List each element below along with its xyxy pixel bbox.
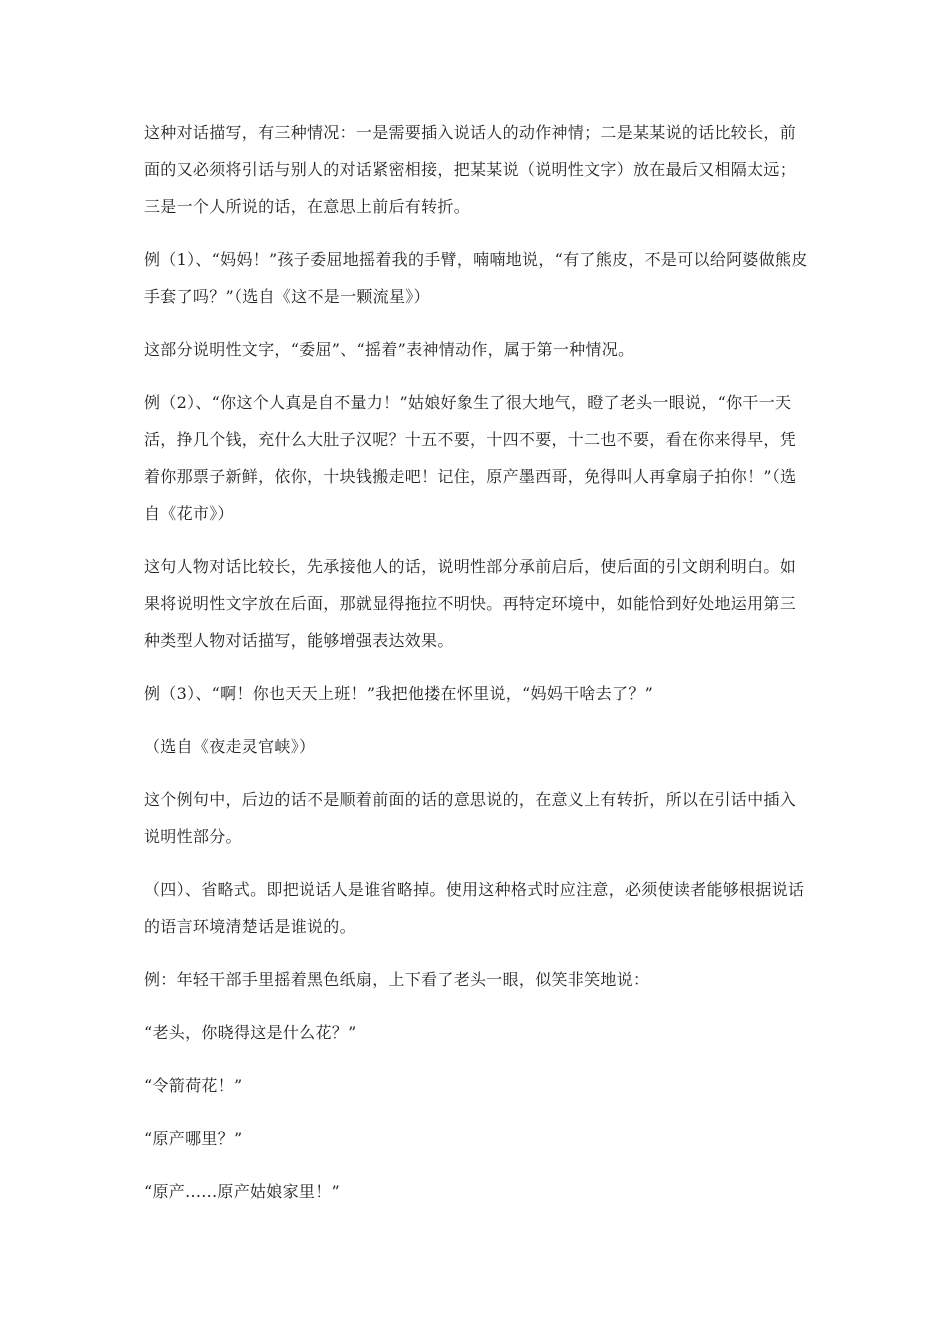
paragraph-example-2: 例（2）、“你这个人真是自不量力！”姑娘好象生了很大地气，瞪了老头一眼说，“你干一天活，挣几个钱，充什么大肚子汉呢？十五不要，十四不要，十二也不要，看在你来得早，凭着你那票子新鲜，依你，十块钱搬走吧！记住，原产墨西哥，免得叫人再拿扇子拍你！”（选自《花市》） <box>144 393 797 523</box>
paragraph-example-3: 例（3）、“啊！你也天天上班！”我把他搂在怀里说，“妈妈干啥去了？” <box>144 684 654 703</box>
paragraph-example-4: 例：年轻干部手里摇着黑色纸扇，上下看了老头一眼，似笑非笑地说： <box>144 970 650 989</box>
paragraph-example-1-note: 这部分说明性文字，“委屈”、“摇着”表神情动作，属于第一种情况。 <box>144 340 635 359</box>
dialogue-line: “令箭荷花！” <box>144 1076 243 1095</box>
dialogue-line: “原产......原产姑娘家里！” <box>144 1182 340 1201</box>
paragraph-intro: 这种对话描写，有三种情况：一是需要插入说话人的动作神情；二是某某说的话比较长，前面的又必须将引话与别人的对话紧密相接，把某某说（说明性文字）放在最后又相隔太远；三是一个人所说的话，在意思上前后有转折。 <box>144 123 797 216</box>
dialogue-line: “原产哪里？” <box>144 1129 243 1148</box>
dialogue-line: “老头，你晓得这是什么花？” <box>144 1023 357 1042</box>
paragraph-example-2-note: 这句人物对话比较长，先承接他人的话，说明性部分承前启后，使后面的引文朗利明白。如果将说明性文字放在后面，那就显得拖拉不明快。再特定环境中，如能恰到好处地运用第三种类型人物对话描写，能够增强表达效果。 <box>144 557 797 650</box>
paragraph-example-1: 例（1）、“妈妈！”孩子委屈地摇着我的手臂，喃喃地说，“有了熊皮，不是可以给阿婆做熊皮手套了吗？”（选自《这不是一颗流星》） <box>144 250 808 306</box>
document-page <box>144 114 812 1226</box>
paragraph-section-4: （四）、省略式。即把说话人是谁省略掉。使用这种格式时应注意，必须使读者能够根据说话的语言环境清楚话是谁说的。 <box>144 880 805 936</box>
paragraph-example-3-source: （选自《夜走灵官峡》） <box>144 737 316 756</box>
paragraph-example-3-note: 这个例句中，后边的话不是顺着前面的话的意思说的，在意义上有转折，所以在引话中插入说明性部分。 <box>144 790 797 846</box>
